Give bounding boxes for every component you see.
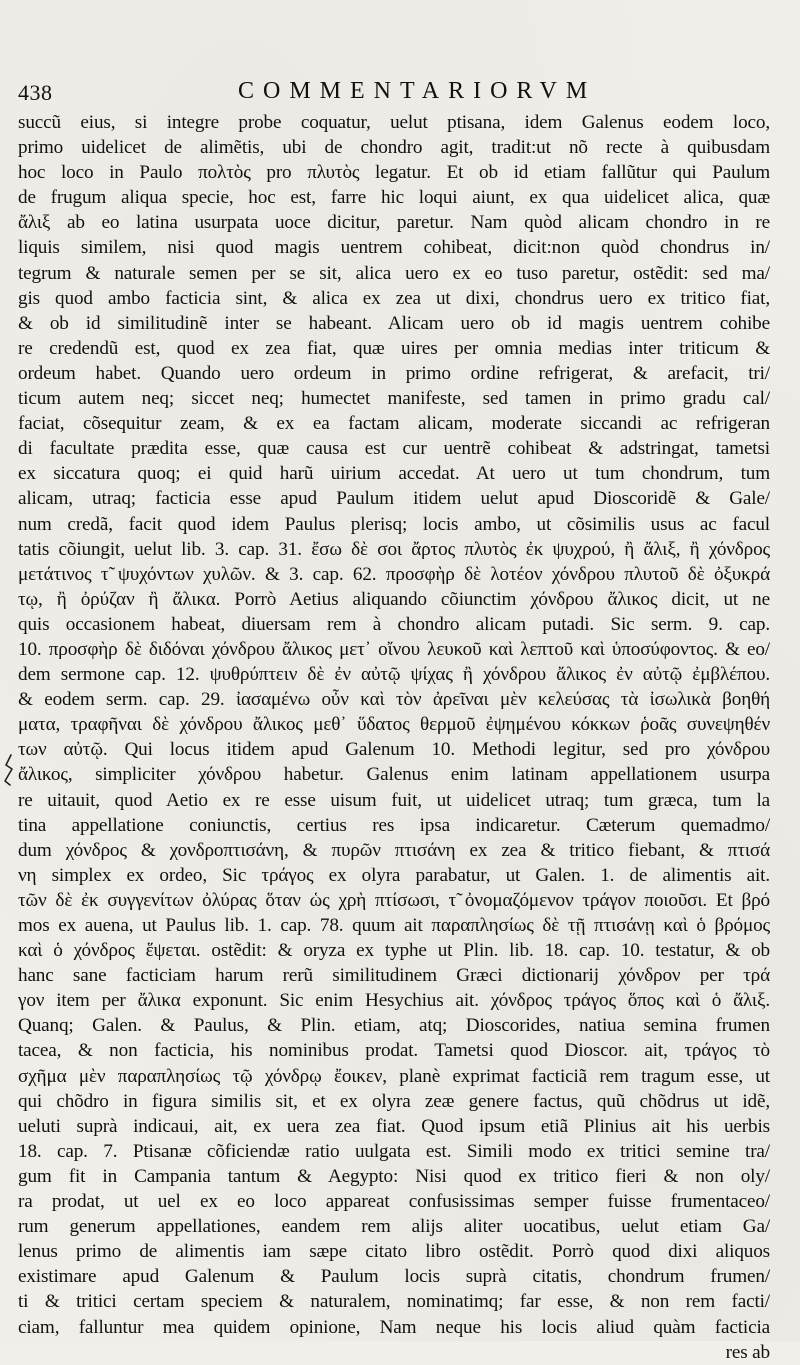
text-line: rum generum appellationes, eandem rem alijs aliter uocatibus, uelut etiam Ga/: [18, 1216, 770, 1238]
text-line: hanc sane facticiam harum rerũ similitudinem Græci dictionarij χόνδρον per τρά: [18, 965, 770, 987]
text-line: ra prodat, ut uel ex eo loco appareat confusissimas semper fuisse frumentaceo/: [18, 1191, 770, 1213]
text-line: τῳ, ἢ ὀρύζαν ἢ ἄλικα. Porrò Aetius aliquando cõiunctim χόνδρου ἄλικος dicit, ut ne: [18, 588, 770, 610]
text-line: γον item per ἄλικα exponunt. Sic enim Hesychius ait. χόνδρος τράγος ὅπος καὶ ὁ ἄλιξ.: [18, 990, 770, 1012]
text-line: primo uidelicet de alimẽtis, ubi de chondro agit, tradit:ut nõ recte à quibusdam: [18, 137, 770, 159]
text-line: νη simplex ex ordeo, Sic τράγος ex olyra parabatur, ut Galen. 1. de alimentis ait.: [18, 864, 770, 886]
text-line: qui chõdro in figura similis sit, et ex olyra zeæ genere factus, quũ chõdrus ut idẽ,: [18, 1090, 770, 1112]
text-line: re uitauit, quod Aetio ex re esse uisum fuit, ut uidelicet utraq; tum græca, tum la: [18, 789, 770, 811]
text-line: ἄλικος, simpliciter χόνδρου habetur. Galenus enim latinam appellationem usurpa: [18, 764, 770, 786]
text-line: de frugum aliqua specie, hoc est, farre hic loqui aiunt, ex qua uidelicet alica, quæ: [18, 187, 770, 209]
text-line: hoc loco in Paulo πολτὸς pro πλυτὸς legatur. Et ob id etiam fallũtur qui Paulum: [18, 162, 770, 184]
catchword: res ab: [725, 1341, 770, 1363]
text-line: ex siccatura quoq; ei quid harũ uirium accedat. At uero ut tum chondrum, tum: [18, 463, 770, 485]
text-line: μετάτινος τ̃ ψυχόντων χυλῶν. & 3. cap. 62. προσφὴρ δὲ λοτέον χόνδρου πλυτοῦ δὲ ὀξυκρά: [18, 563, 770, 585]
text-line: existimare apud Galenum & Paulum locis suprà citatis, chondrum frumen/: [18, 1266, 770, 1288]
text-line: ciam, falluntur mea quidem opinione, Nam neque his locis aliud quàm facticia: [18, 1316, 770, 1338]
text-line: ti & tritici certam speciem & naturalem, nominatimq; far esse, & non rem facti/: [18, 1291, 770, 1313]
text-line: dum χόνδρος & χονδροπτισάνη, & πυρῶν πτισάνη ex zea & tritico fiebant, & πτισά: [18, 839, 770, 861]
text-line: tegrum & naturale semen per se sit, alica uero ex eo tuso paretur, ostẽdit: sed ma/: [18, 262, 770, 284]
page-number: 438: [18, 80, 53, 105]
text-line: ματα, τραφῆναι δὲ χόνδρου ἄλικος μεθ᾽ ὕδατος θερμοῦ ἐψημένου κόκκων ῥοᾶς συνεψηθέν: [18, 714, 770, 736]
text-line: num credã, facit quod idem Paulus plerisq; locis ambo, ut cõsimilis usus ac facul: [18, 513, 770, 535]
text-line: succũ eius, si integre probe coquatur, uelut ptisana, idem Galenus eodem loco,: [18, 112, 770, 133]
text-line: 18. cap. 7. Ptisanæ cõficiendæ ratio uulgata est. Simili modo ex tritici semine tra/: [18, 1140, 770, 1162]
text-line: σχῆμα μὲν παραπλησίως τῷ χόνδρῳ ἔοικεν, planè exprimat facticiã rem tragum esse, ut: [18, 1065, 770, 1087]
text-line: gis quod ambo facticia sint, & alica ex zea ut dixi, chondrus uero ex tritico fiat,: [18, 287, 770, 309]
text-line: Quanq; Galen. & Paulus, & Plin. etiam, atq; Dioscorides, natiua semina frumen: [18, 1015, 770, 1037]
text-line: gum fit in Campania tantum & Aegypto: Nisi quod ex tritico fieri & non oly/: [18, 1165, 770, 1187]
text-line: & eodem serm. cap. 29. ἰασαμένω οὖν καὶ τὸν ἀρεῖναι μὲν κελεύσας τὰ ἰσωλικὰ βοηθή: [18, 689, 770, 711]
body-text: [18, 110, 770, 1365]
text-line: quis occasionem habeat, diuersam rem à chondro alicam putadi. Sic serm. 9. cap.: [18, 613, 770, 635]
text-line: mos ex auena, ut Paulus lib. 1. cap. 78. quum ait παραπλησίως δὲ τῇ πτισάνῃ καὶ ὁ βρόμος: [18, 915, 770, 936]
page-header: [18, 76, 778, 110]
text-line: di facultate prædita esse, quæ causa est cur uentrẽ cohibeat & adstringat, tametsi: [18, 438, 770, 460]
margin-annotation-mark: [2, 753, 16, 787]
text-line: των αὐτῷ. Qui locus itidem apud Galenum 10. Methodi legitur, sed pro χόνδρου: [18, 739, 770, 761]
text-line: 10. προσφὴρ δὲ διδόναι χόνδρου ἄλικος μετ᾽ οἴνου λευκοῦ καὶ λεπτοῦ καὶ ὑποσύφοντος. & eo/: [18, 638, 770, 660]
text-line: ordeum habet. Quando uero ordeum in primo ordine refrigerat, & arefacit, tri/: [18, 362, 770, 384]
running-title: COMMENTARIORVM: [238, 78, 597, 104]
text-line: faciat, cõsequitur zeam, & ex ea factam alicam, moderate siccandi ac refrigeran: [18, 413, 770, 435]
text-line: τῶν δὲ ἐκ συγγενίτων ὀλύρας ὅταν ὡς χρὴ πτίσωσι, τ̃ ὀνομαζόμενον τράγον ποιοῦσι. Et βρό: [18, 889, 770, 911]
text-line: dem sermone cap. 12. ψυθρύπτειν δὲ ἐν αὐτῷ ψίχας ἢ χόνδρου ἄλικος ἐν αὐτῷ ἐμβλέπου.: [18, 664, 770, 686]
text-line: tatis cõiungit, uelut lib. 3. cap. 31. ἔσω δὲ σοι ἄρτος πλυτὸς ἐκ ψυχρού, ἢ ἄλιξ, ἢ χόνδρος: [18, 538, 770, 560]
text-line: alicam, utraq; facticia esse apud Paulum itidem uelut apud Dioscoridẽ & Gale/: [18, 488, 770, 510]
text-line: re credendũ est, quod ex zea fiat, quæ uires per omnia medias inter triticum &: [18, 337, 770, 359]
text-line: liquis similem, nisi quod magis uentrem cohibeat, dicit:non quòd chondrus in/: [18, 237, 770, 259]
text-line: lenus primo de alimentis iam sæpe citato libro ostẽdit. Porrò quod dixi aliquos: [18, 1241, 770, 1263]
text-line: tina appellatione coniunctis, certius res ipsa indicaretur. Cæterum quemadmo/: [18, 814, 770, 836]
text-line: ticum autem neq; siccet neq; humectet manifeste, sed tamen in primo gradu cal/: [18, 388, 770, 410]
text-line: & ob id similitudinẽ inter se habeant. Alicam uero ob id magis uentrem cohibe: [18, 312, 770, 334]
text-line: tacea, & non facticia, his nominibus prodat. Tametsi quod Dioscor. ait, τράγος τὸ: [18, 1040, 770, 1062]
text-line: ueluti suprà indicaui, ait, ex uera zea fiat. Quod ipsum etiã Plinius ait his uerbis: [18, 1115, 770, 1137]
text-line: ἄλιξ ab eo latina usurpata uoce dicitur, paretur. Nam quòd alicam chondro in re: [18, 212, 770, 234]
text-line: καὶ ὁ χόνδρος ἕψεται. ostẽdit: & oryza ex typhe ut Plin. lib. 18. cap. 10. testatur, & ob: [18, 940, 770, 962]
